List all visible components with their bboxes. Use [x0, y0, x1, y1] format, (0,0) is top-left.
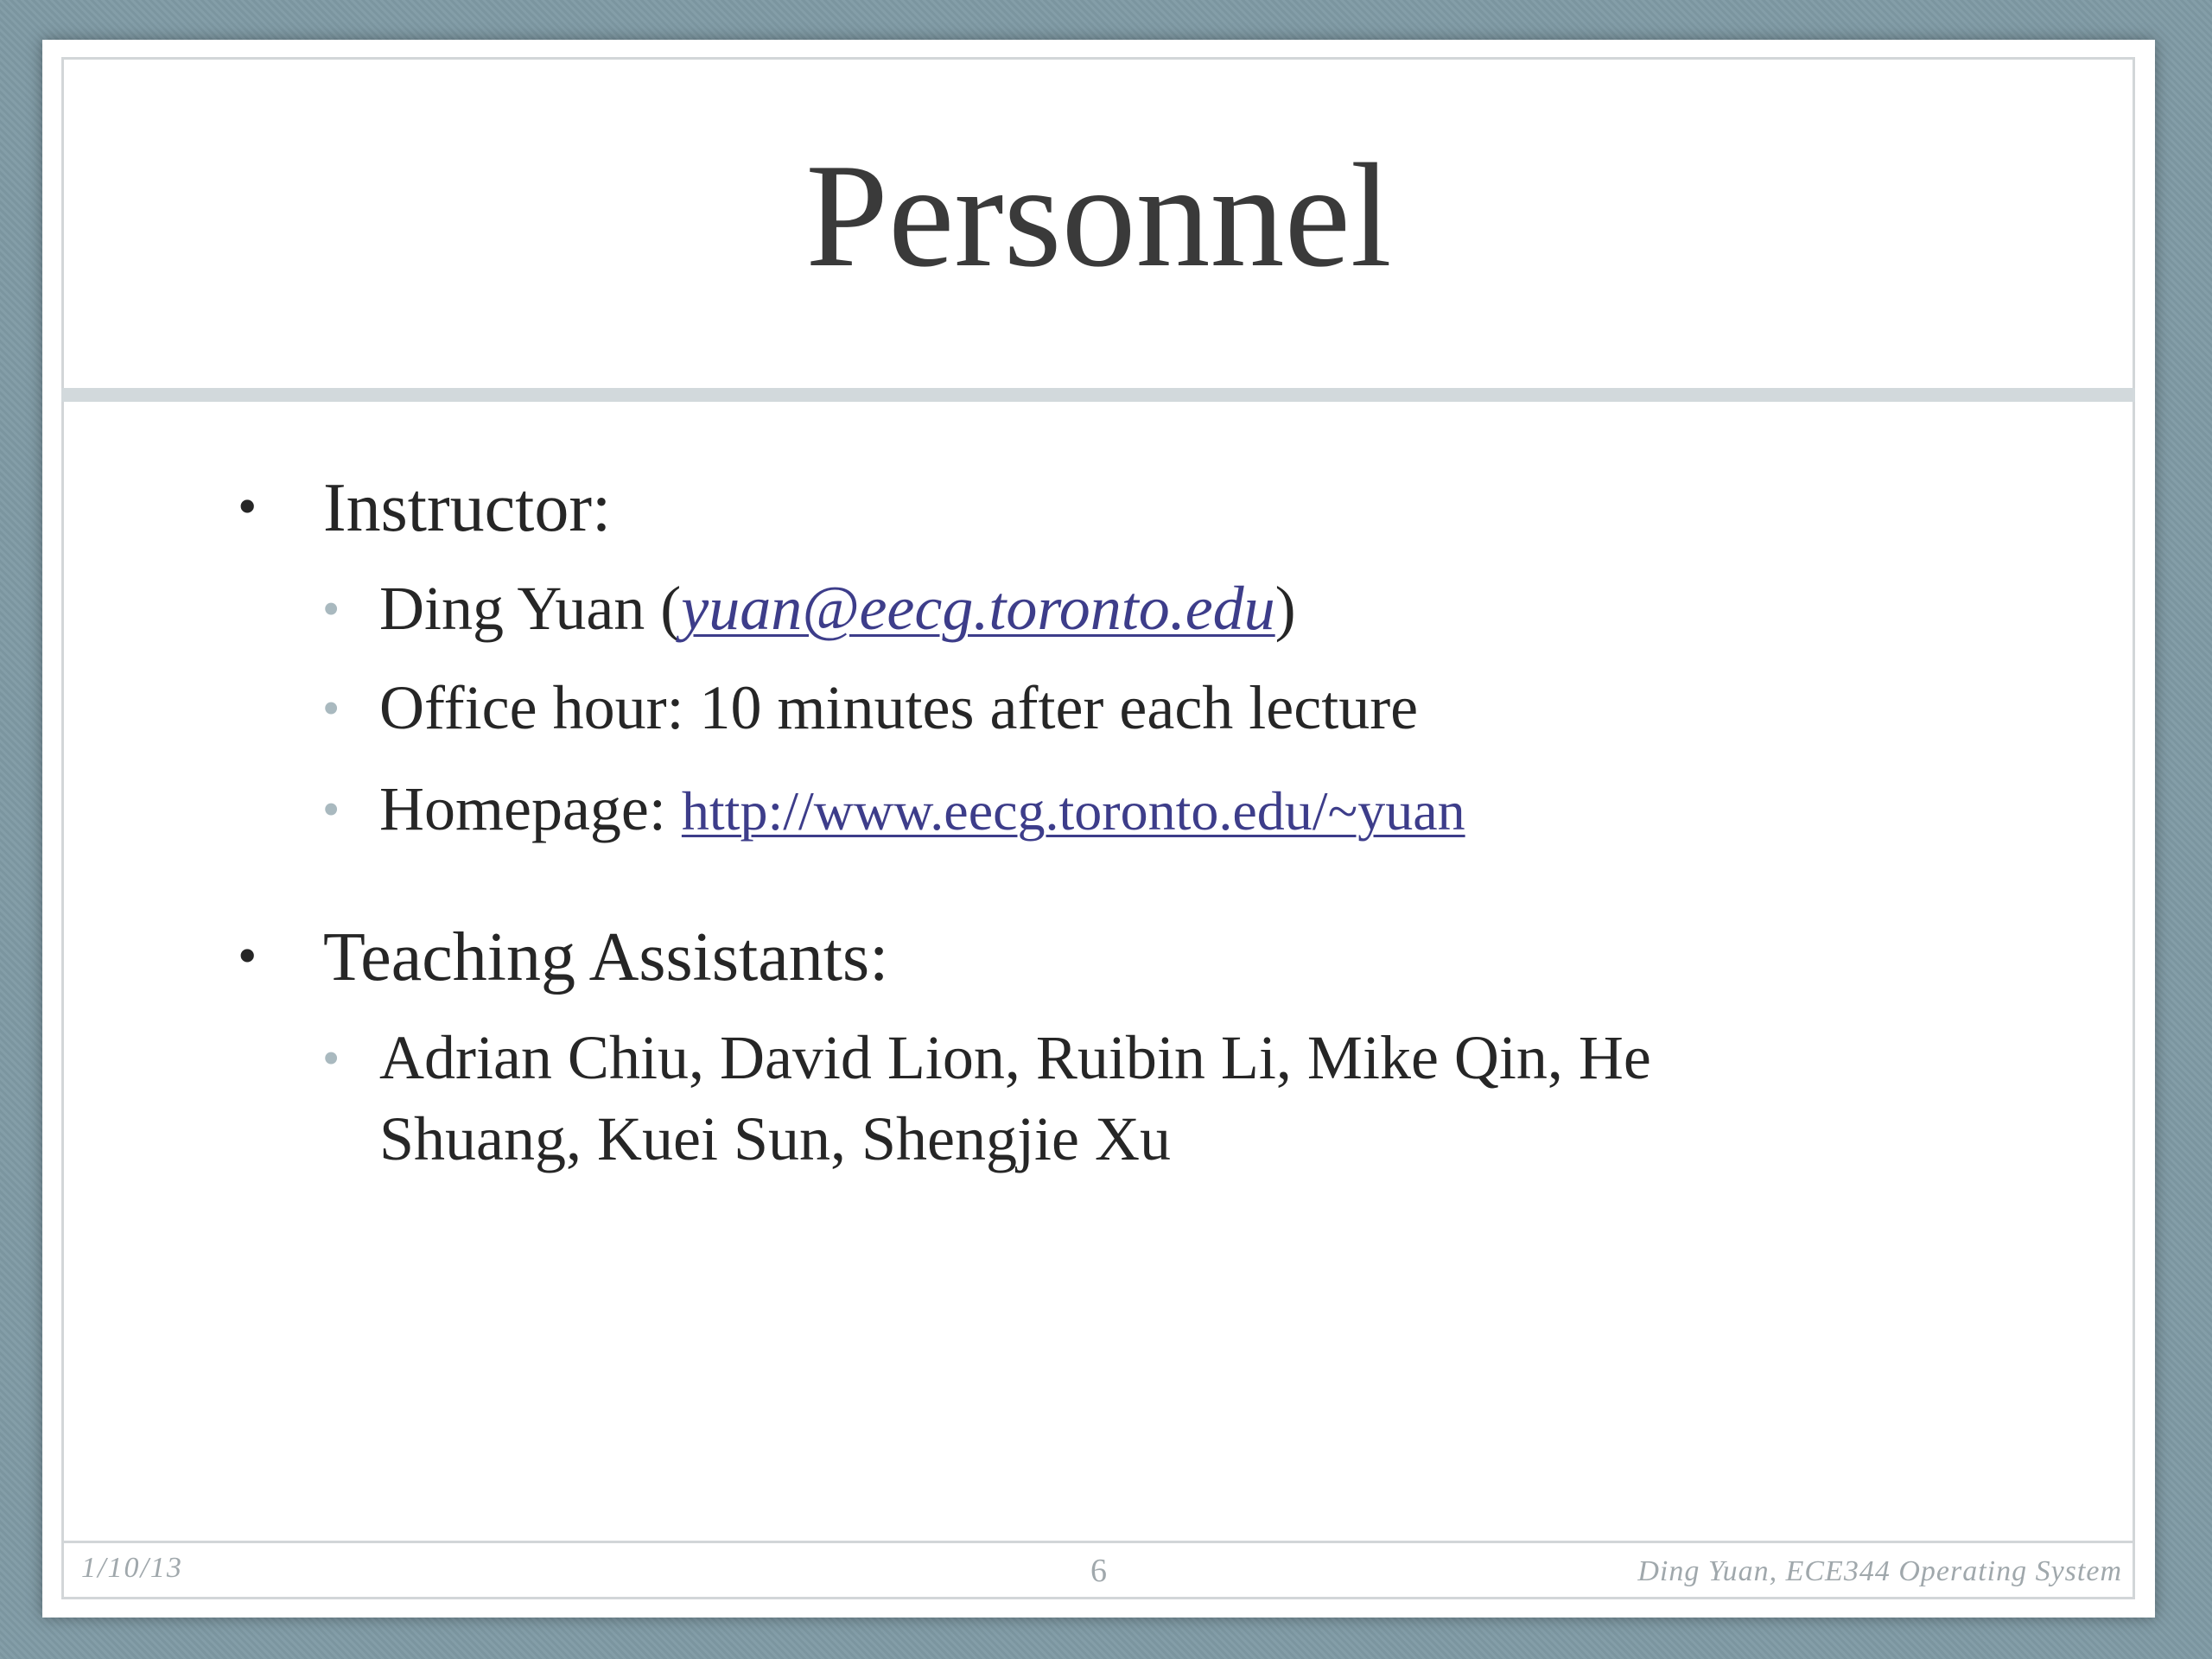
office-hour: Office hour: 10 minutes after each lecture: [379, 673, 1419, 742]
instructor-name: Ding Yuan (: [379, 574, 682, 643]
homepage-line: [379, 774, 1465, 843]
homepage-link[interactable]: http://www.eecg.toronto.edu/~yuan: [681, 780, 1465, 842]
footer-divider: [61, 1541, 2135, 1543]
instructor-heading: Instructor:: [323, 470, 612, 546]
tas-line-2: Shuang, Kuei Sun, Shengjie Xu: [379, 1104, 1171, 1173]
slide: [42, 40, 2155, 1618]
footer-author: Ding Yuan, ECE344 Operating System: [1637, 1555, 2122, 1587]
title-divider: [61, 388, 2135, 402]
tas-heading: Teaching Assistants:: [323, 919, 889, 995]
instructor-name-line: [379, 574, 1296, 643]
tas-line-1: Adrian Chiu, David Lion, Ruibin Li, Mike Qin, He: [379, 1023, 1651, 1092]
footer-date: 1/10/13: [81, 1552, 183, 1584]
instructor-name-close: ): [1274, 574, 1296, 643]
bullet-instructor: •: [238, 475, 257, 537]
sub-bullet-tas: •: [322, 1030, 340, 1086]
sub-bullet-office: •: [322, 680, 340, 736]
sub-bullet-name: •: [322, 581, 340, 637]
sub-bullet-homepage: •: [322, 781, 340, 837]
bullet-tas: •: [238, 925, 257, 986]
slide-title: Personnel: [805, 134, 1392, 298]
page-number: 6: [1090, 1553, 1107, 1589]
homepage-label: Homepage:: [379, 774, 682, 843]
instructor-email-link[interactable]: yuan@eecg.toronto.edu: [681, 574, 1275, 643]
